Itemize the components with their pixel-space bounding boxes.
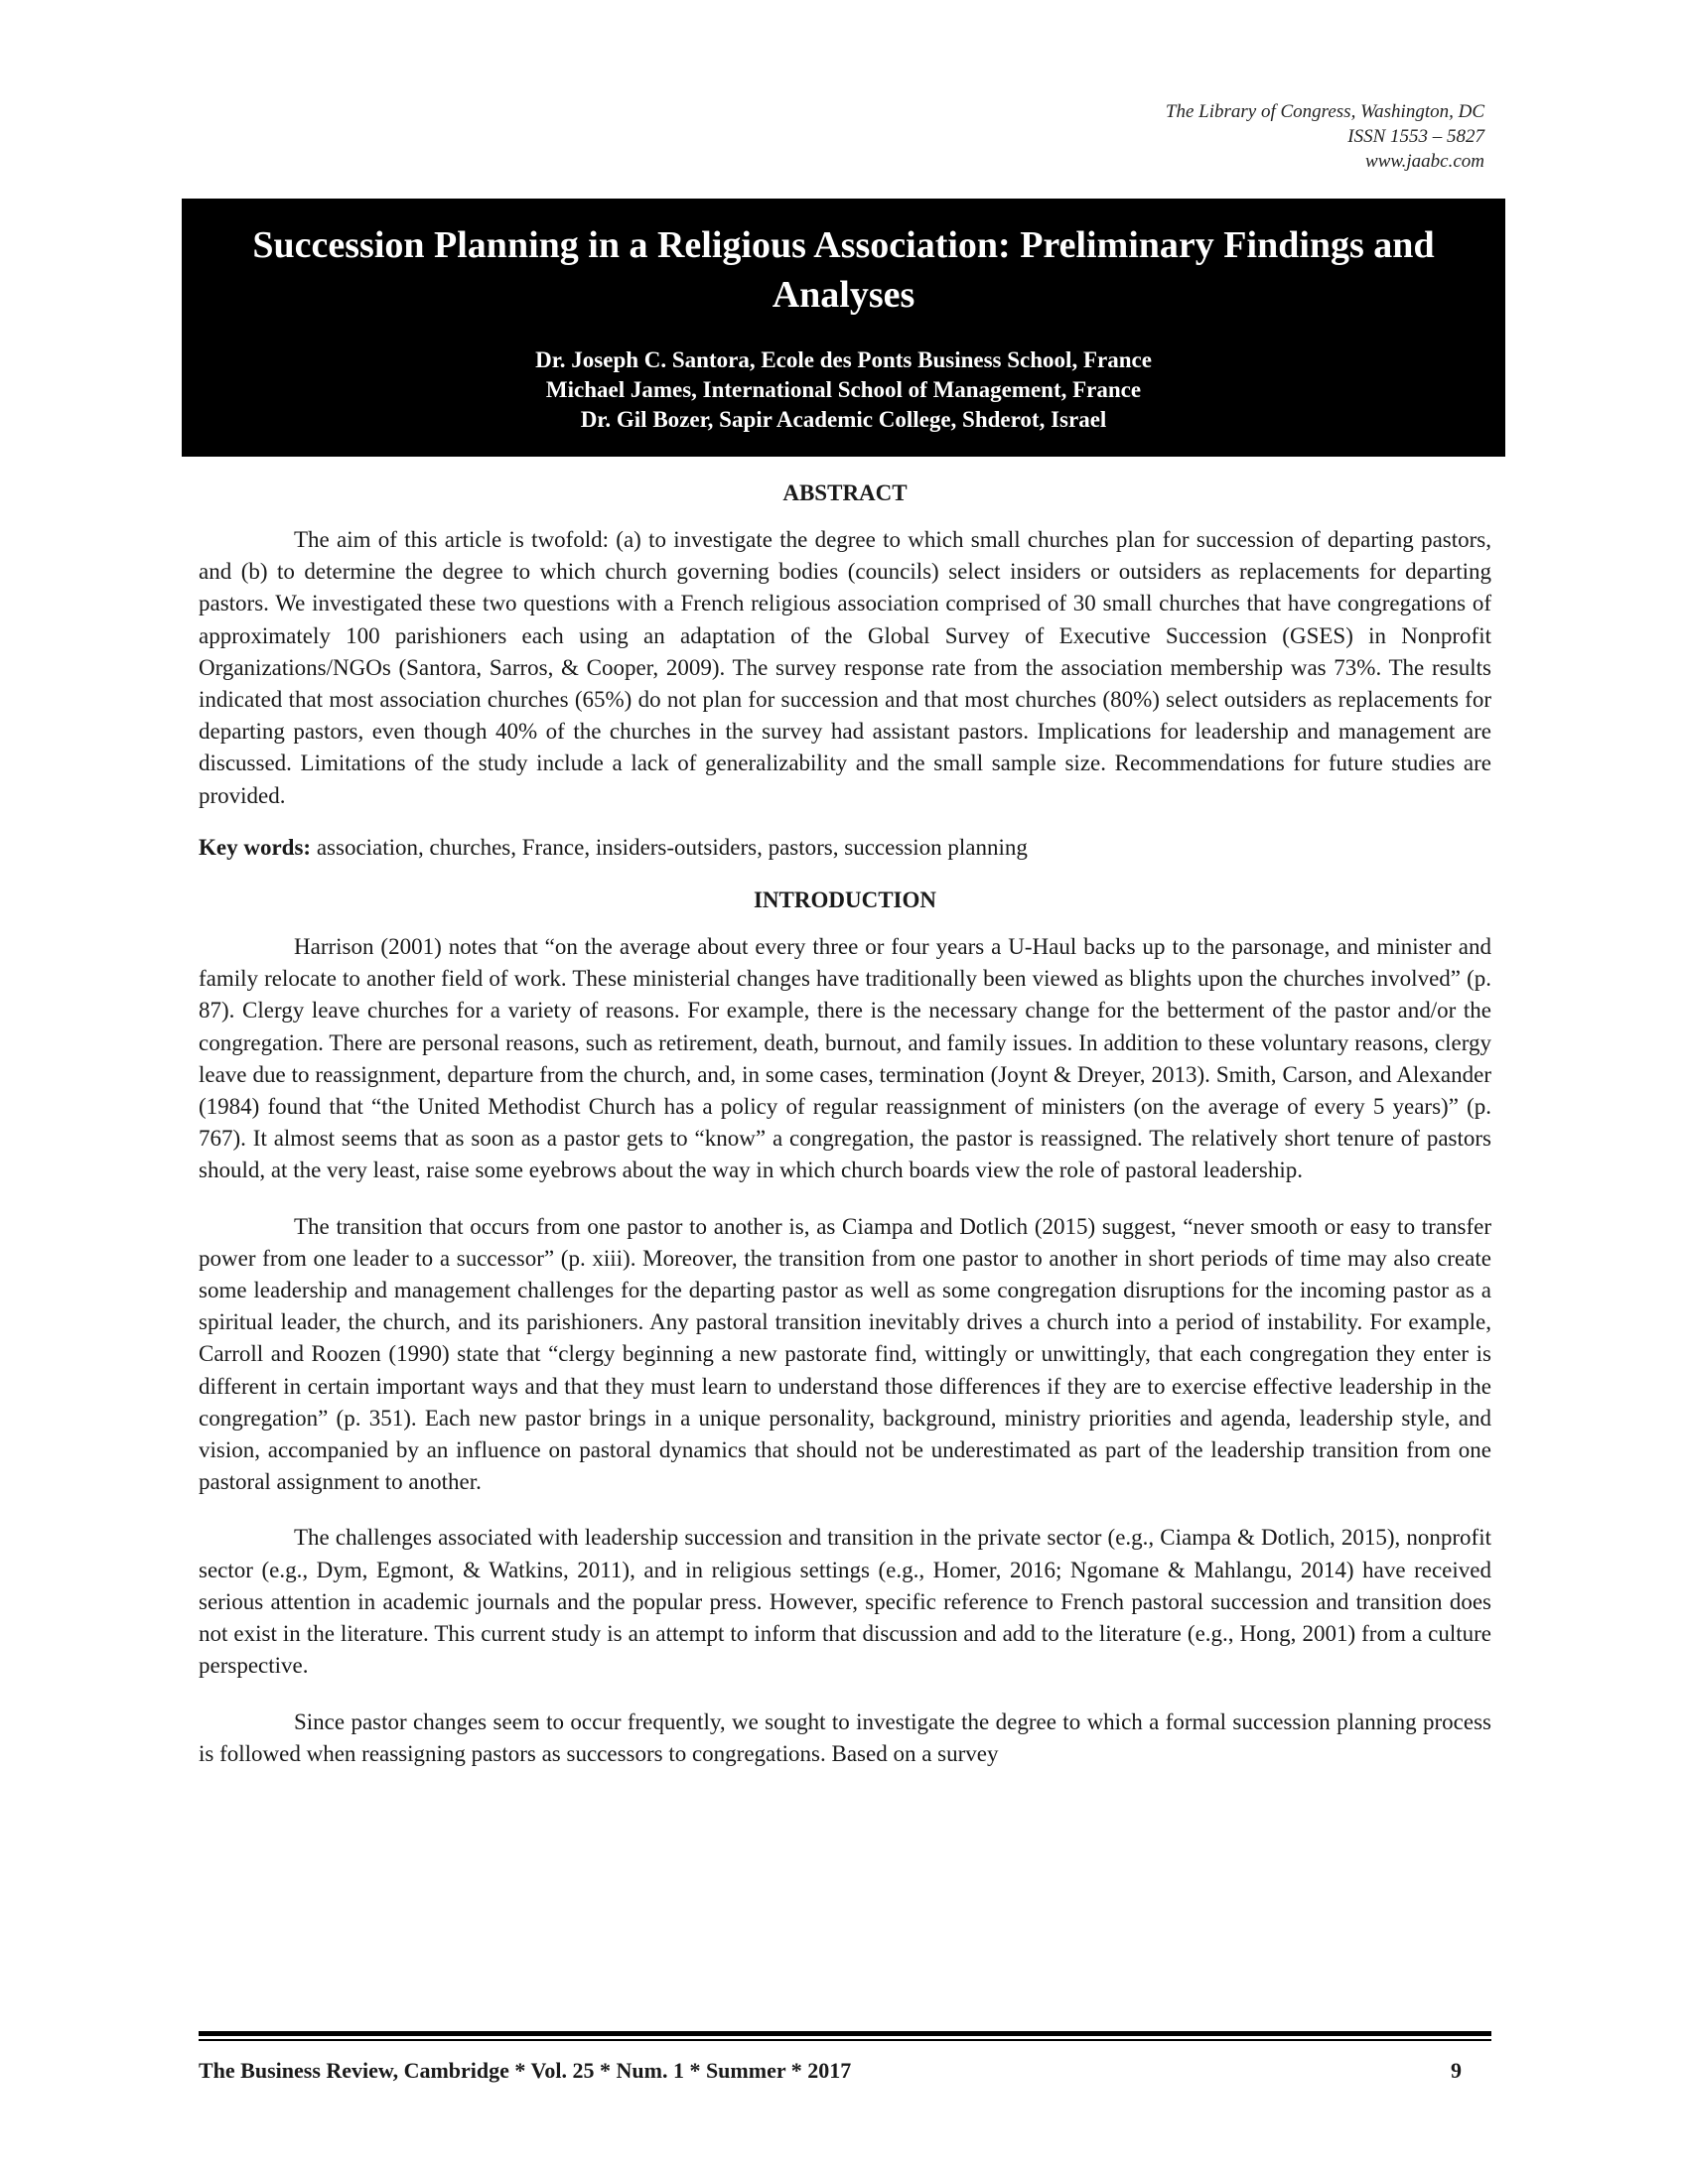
abstract-heading: ABSTRACT [782, 480, 908, 505]
page-number: 9 [1451, 2058, 1462, 2083]
footer-rule-thin [199, 2039, 1491, 2041]
masthead-publisher: The Library of Congress, Washington, DC [1165, 101, 1484, 122]
footer-rule-thick [199, 2031, 1491, 2036]
keywords-text: association, churches, France, insiders-outsiders, pastors, succession planning [311, 834, 1028, 860]
intro-paragraph: Harrison (2001) notes that “on the average about every three or four years a U-Haul backs up to the parsonage, and minister and family relocate to another field of work. These ministerial changes have traditionally been viewed as blights upon the churches involved” (p. 87). Clergy leave churches for a variety of reasons. For example, there is the necessary change for the betterment of the pastor and/or the congregation. There are personal reasons, such as retirement, death, burnout, and family issues. In addition to these voluntary reasons, clergy leave due to reassignment, departure from the church, and, in some cases, termination (Joynt & Dreyer, 2013). Smith, Carson, and Alexander (1984) found that “the United Methodist Church has a policy of regular reassignment of ministers (on the average of every 5 years)” (p. 767). It almost seems that as soon as a pastor gets to “know” a congregation, the pastor is reassigned. The relatively short tenure of pastors should, at the very least, raise some eyebrows about the way in which church boards view the role of pastoral leadership. [199, 934, 1491, 1183]
introduction-heading: INTRODUCTION [753, 887, 937, 913]
paper-title: Succession Planning in a Religious Association: Preliminary Findings and Analyses [252, 224, 1435, 316]
masthead-issn: ISSN 1553 – 5827 [1347, 126, 1484, 147]
journal-citation: The Business Review, Cambridge * Vol. 25 * Num. 1 * Summer * 2017 [199, 2058, 852, 2083]
author-list [182, 345, 1505, 435]
author-line: Dr. Joseph C. Santora, Ecole des Ponts Business School, France [535, 347, 1152, 372]
masthead-website: www.jaabc.com [1365, 151, 1484, 172]
intro-paragraph: The challenges associated with leadership succession and transition in the private sector (e.g., Ciampa & Dotlich, 2015), nonprofit sector (e.g., Dym, Egmont, & Watkins, 2011), and in religious settings (e.g., Homer, 2016; Ngomane & Mahlangu, 2014) have received serious attention in academic journals and the popular press. However, specific reference to French pastoral succession and transition does not exist in the literature. This current study is an attempt to inform that discussion and add to the literature (e.g., Hong, 2001) from a culture perspective. [199, 1525, 1491, 1679]
abstract-text: The aim of this article is twofold: (a) to investigate the degree to which small churches plan for succession of departing pastors, and (b) to determine the degree to which church governing bodies (councils) select insiders or outsiders as replacements for departing pastors. We investigated these two questions with a French religious association comprised of 30 small churches that have congregations of approximately 100 parishioners each using an adaptation of the Global Survey of Executive Succession (GSES) in Nonprofit Organizations/NGOs (Santora, Sarros, & Cooper, 2009). The survey response rate from the association membership was 73%. The results indicated that most association churches (65%) do not plan for succession and that most churches (80%) select outsiders as replacements for departing pastors, even though 40% of the churches in the survey had assistant pastors. Implications for leadership and management are discussed. Limitations of the study include a lack of generalizability and the small sample size. Recommendations for future studies are provided. [199, 527, 1491, 808]
body-content [199, 478, 1491, 1794]
author-line: Michael James, International School of Management, France [545, 377, 1142, 402]
title-banner [182, 199, 1505, 457]
masthead [1166, 99, 1484, 174]
intro-paragraph: Since pastor changes seem to occur frequently, we sought to investigate the degree to which a formal succession planning process is followed when reassigning pastors as successors to congregations. Based on a survey [199, 1708, 1491, 1766]
keywords [199, 832, 1491, 864]
author-line: Dr. Gil Bozer, Sapir Academic College, Shderot, Israel [580, 407, 1107, 432]
intro-paragraph: The transition that occurs from one pastor to another is, as Ciampa and Dotlich (2015) suggest, “never smooth or easy to transfer power from one leader to a successor” (p. xiii). Moreover, the transition from one pastor to another in short periods of time may also create some leadership and management challenges for the departing pastor as well as some congregation disruptions for the incoming pastor as a spiritual leader, the church, and its parishioners. Any pastoral transition inevitably drives a church into a period of instability. For example, Carroll and Roozen (1990) state that “clergy beginning a new pastorate find, wittingly or unwittingly, that each congregation they enter is different in certain important ways and that they must learn to understand those differences if they are to exercise effective leadership in the congregation” (p. 351). Each new pastor brings in a unique personality, background, ministry priorities and agenda, leadership style, and vision, accompanied by an influence on pastoral dynamics that should not be underestimated as part of the leadership transition from one pastoral assignment to another. [199, 1213, 1491, 1495]
keywords-label: Key words: [199, 834, 312, 860]
